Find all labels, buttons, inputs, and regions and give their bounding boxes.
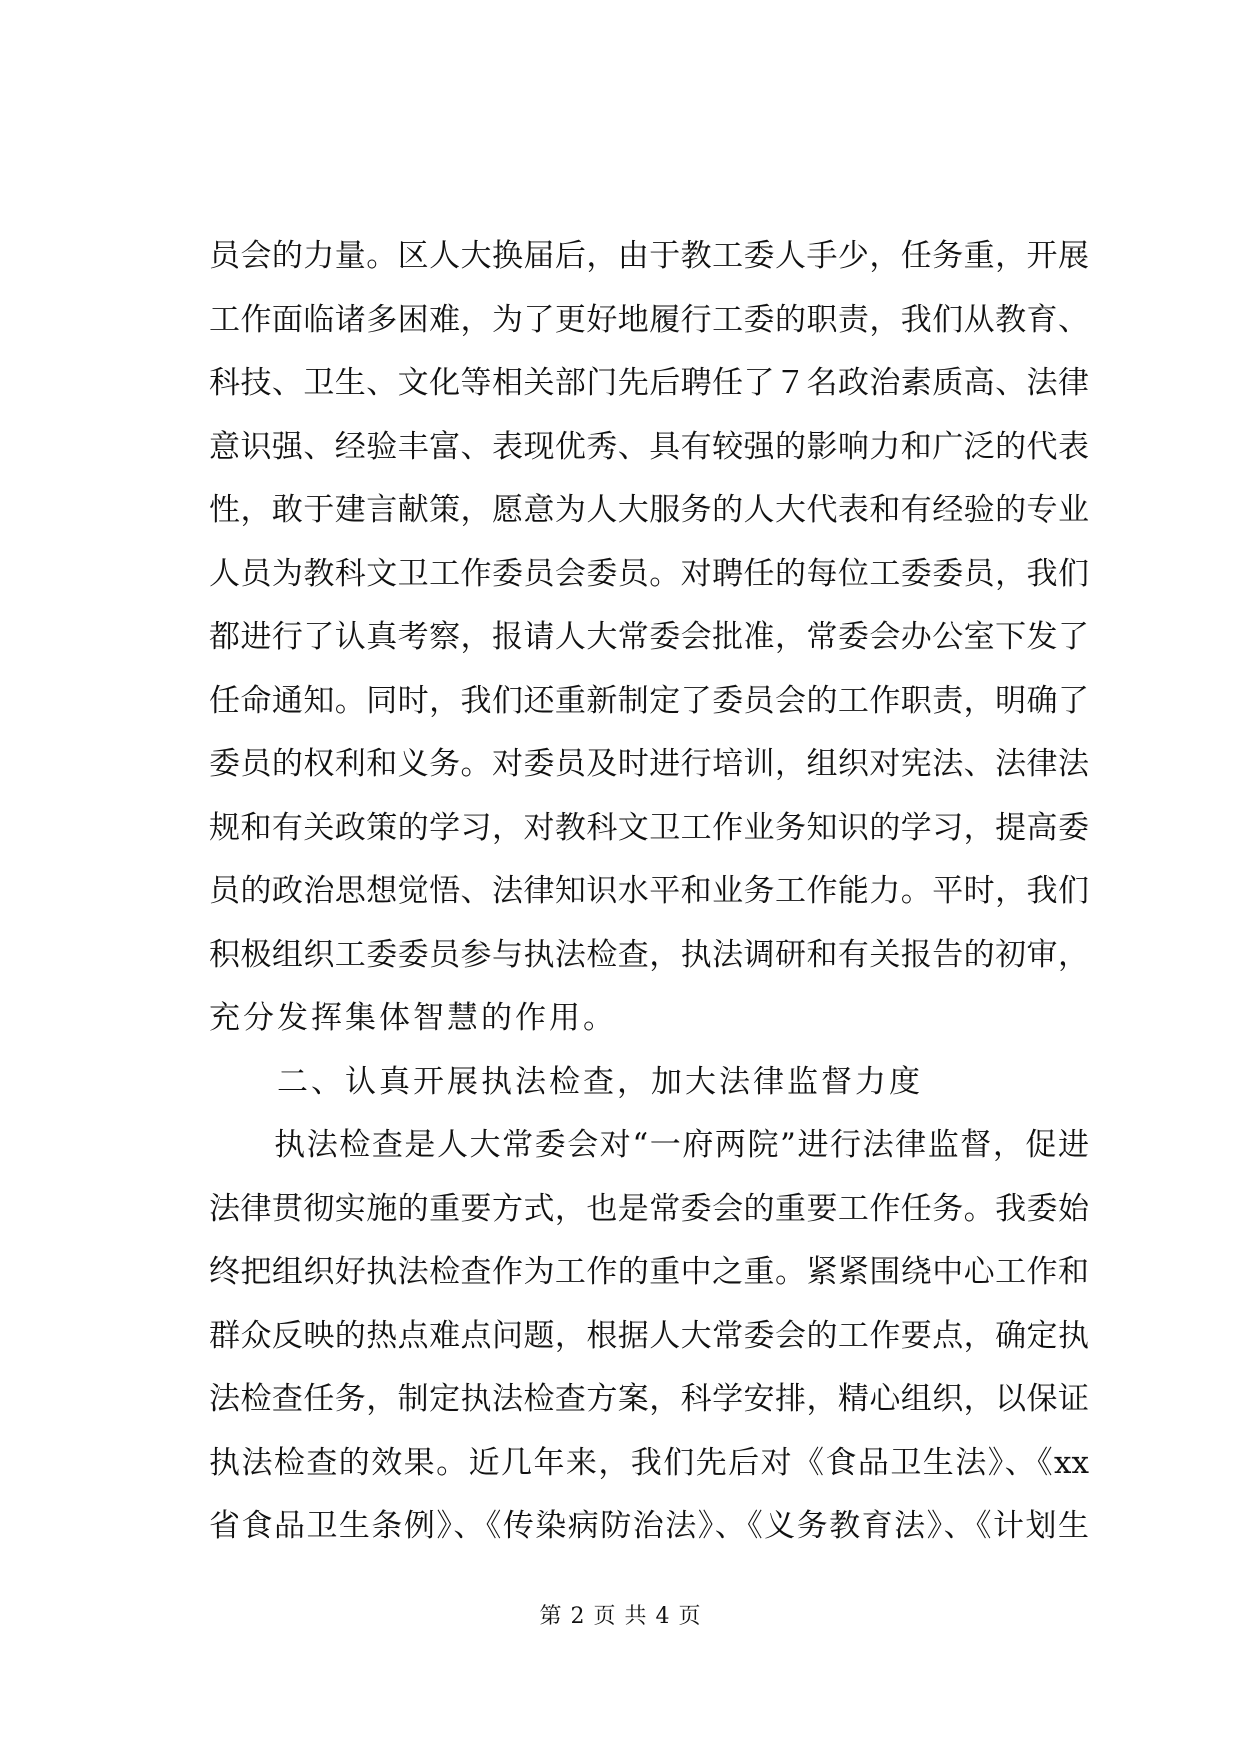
text-line: 省食品卫生条例》、《传染病防治法》、《义务教育法》、《计划生: [209, 1508, 1089, 1544]
text-line: 都进行了认真考察，报请人大常委会批准，常委会办公室下发了: [209, 619, 1089, 655]
text-line: 委员的权利和义务。对委员及时进行培训，组织对宪法、法律法: [209, 746, 1089, 782]
body-text: [209, 225, 1089, 1559]
section-heading: 二、认真开展执法检查，加大法律监督力度: [209, 1063, 923, 1100]
text-line: 终把组织好执法检查作为工作的重中之重。紧紧围绕中心工作和: [209, 1254, 1089, 1290]
text-line: 规和有关政策的学习，对教科文卫工作业务知识的学习，提高委: [209, 809, 1089, 846]
text-line: 群众反映的热点难点问题，根据人大常委会的工作要点，确定执: [209, 1317, 1089, 1354]
text-line: 性，敢于建言献策，愿意为人大服务的人大代表和有经验的专业: [209, 492, 1089, 528]
text-line: 积极组织工委委员参与执法检查，执法调研和有关报告的初审，: [209, 936, 1089, 973]
text-line: 执法检查的效果。近几年来，我们先后对《食品卫生法》、《xx: [209, 1444, 1089, 1481]
text-line: 人员为教科文卫工作委员会委员。对聘任的每位工委委员，我们: [209, 555, 1089, 592]
text-line: 科技、卫生、文化等相关部门先后聘任了７名政治素质高、法律: [209, 365, 1089, 401]
text-line: 意识强、经验丰富、表现优秀、具有较强的影响力和广泛的代表: [209, 428, 1089, 465]
text-line: 任命通知。同时，我们还重新制定了委员会的工作职责，明确了: [209, 682, 1089, 719]
text-line: 员的政治思想觉悟、法律知识水平和业务工作能力。平时，我们: [209, 873, 1089, 909]
text-line: 执法检查是人大常委会对“一府两院”进行法律监督，促进: [209, 1127, 1089, 1163]
page-number-footer: 第 2 页 共 4 页: [539, 1604, 702, 1629]
text-line: 法律贯彻实施的重要方式，也是常委会的重要工作任务。我委始: [209, 1190, 1089, 1227]
text-line: 工作面临诸多困难，为了更好地履行工委的职责，我们从教育、: [209, 301, 1089, 338]
text-line: 员会的力量。区人大换届后，由于教工委人手少，任务重，开展: [209, 238, 1089, 274]
text-line: 充分发挥集体智慧的作用。: [209, 1000, 617, 1036]
text-line: 法检查任务，制定执法检查方案，科学安排，精心组织，以保证: [209, 1381, 1089, 1417]
